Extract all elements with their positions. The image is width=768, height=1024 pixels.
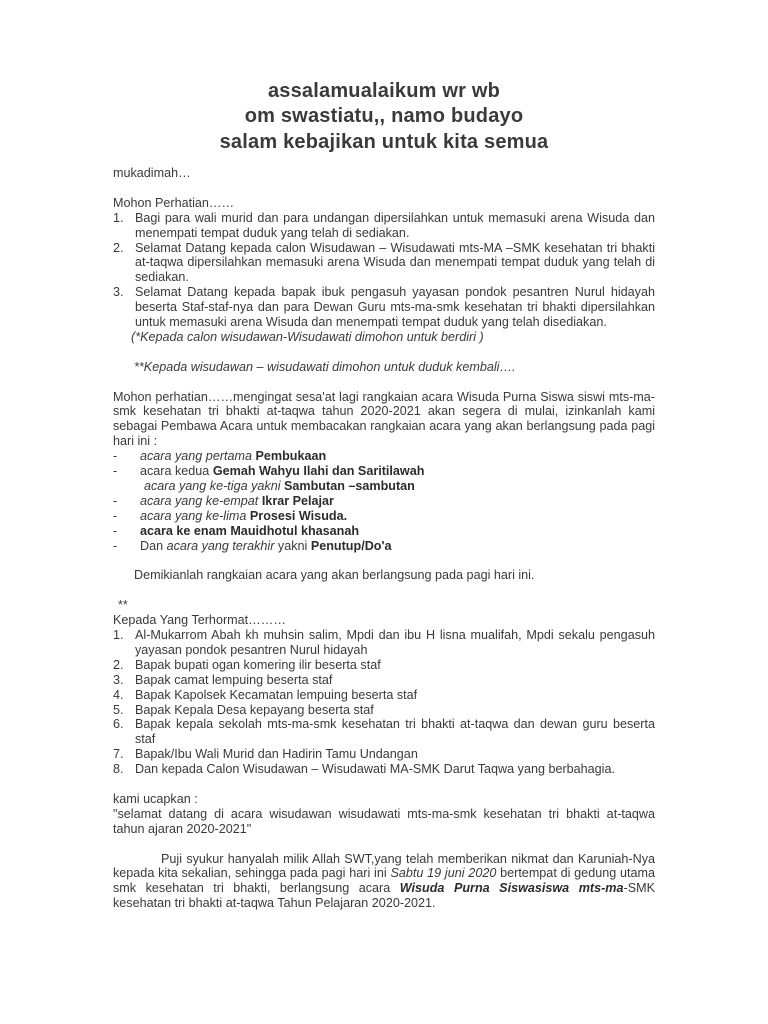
list-item: - Dan acara yang terakhir yakni Penutup/Do'a [113,538,392,553]
list-item: 1. Bagi para wali murid dan para undangan dipersilahkan untuk memasuki arena Wisuda dan menempati tempat duduk yang telah di sediakan. [113,210,655,240]
title-greeting-3: salam kebajikan untuk kita semua [219,131,549,153]
closing-paragraph: Puji syukur hanyalah milik Allah SWT,yang telah memberikan nikmat dan Karuniah-Nya kepada kita sekalian, sehingga pada pagi hari ini Sabtu 19 juni 2020 bertempat di gedung utama smk kesehatan tri bhakti, berlangsung acara Wisuda Purna Siswasiswa mts-ma-SMK kesehatan tri bhakti at-taqwa Tahun Pelajaran 2020-2021. [113,851,655,911]
mukadimah-text: mukadimah… [113,166,191,180]
list-item: 2. Bapak bupati ogan komering ilir beserta staf [113,657,381,672]
document-body [113,166,655,911]
list-item: 6. Bapak kepala sekolah mts-ma-smk kesehatan tri bhakti at-taqwa dan dewan guru beserta staf [113,717,655,747]
mohon-perhatian-heading: Mohon Perhatian…… [113,195,235,210]
list-item: - acara yang ke-lima Prosesi Wisuda. [113,508,348,523]
list-item: - acara kedua Gemah Wahyu Ilahi dan Saritilawah [113,464,425,479]
list-item: - acara yang ke-empat Ikrar Pelajar [113,493,334,508]
list-item: 8. Dan kepada Calon Wisudawan – Wisudawati MA-SMK Darut Taqwa yang berbahagia. [113,762,615,777]
list-item: - acara ke enam Mauidhotul khasanah [113,523,360,538]
list-item: 7. Bapak/Ibu Wali Murid dan Hadirin Tamu Undangan [113,747,418,762]
honored-list [113,628,655,777]
list-item: 5. Bapak Kepala Desa kepayang beserta staf [113,702,374,717]
separator-stars: ** [118,598,128,613]
kepada-heading: Kepada Yang Terhormat……… [113,613,286,628]
note-stand: (*Kepada calon wisudawan-Wisudawati dimohon untuk berdiri ) [131,329,484,344]
agenda-intro: Mohon perhatian……mengingat sesa'at lagi rangkaian acara Wisuda Purna Siswa siswi mts-ma-smk kesehatan tri bhakti at-taqwa tahun 2020-2021 akan segera di mulai, izinkanlah kami sebagai Pembawa Acara untuk membacakan rangkaian acara yang akan berlangsung pada pagi hari ini : [113,389,655,449]
demikian-text: Demikianlah rangkaian acara yang akan berlangsung pada pagi hari ini. [134,568,535,583]
kami-ucapkan-text: kami ucapkan : [113,791,198,806]
agenda-list [113,449,655,553]
list-item: 1. Al-Mukarrom Abah kh muhsin salim, Mpdi dan ibu H lisna mualifah, Mpdi sekalu pengasuh yayasan pondok pesantren Nurul hidayah [113,628,655,657]
attention-list [113,211,655,330]
list-item: 3. Selamat Datang kepada bapak ibuk pengasuh yayasan pondok pesantren Nurul hidayah beserta Staf-staf-nya dan para Dewan Guru mts-ma-smk kesehatan tri bhakti dipersilahkan untuk memasuki arena Wisuda dan menempati tempat duduk yang telah disediakan. [113,285,655,330]
title-greeting-2: om swastiatu,, namo budayo [244,105,524,127]
list-item: 3. Bapak camat lempuing beserta staf [113,672,333,687]
list-item: acara yang ke-tiga yakni Sambutan –sambutan [144,478,415,493]
list-item: 4. Bapak Kapolsek Kecamatan lempuing beserta staf [113,687,418,702]
note-sit: **Kepada wisudawan – wisudawati dimohon untuk duduk kembali…. [134,359,516,374]
title-greeting-1: assalamualaikum wr wb [267,80,501,102]
welcome-quote: "selamat datang di acara wisudawan wisudawati mts-ma-smk kesehatan tri bhakti at-taqwa tahun ajaran 2020-2021" [113,806,655,836]
list-item: 2. Selamat Datang kepada calon Wisudawan – Wisudawati mts-MA –SMK kesehatan tri bhakti at-taqwa dipersilahkan memasuki arena Wisuda dan menempati tempat duduk yang telah di sediakan. [113,240,655,285]
list-item: - acara yang pertama Pembukaan [113,449,327,464]
